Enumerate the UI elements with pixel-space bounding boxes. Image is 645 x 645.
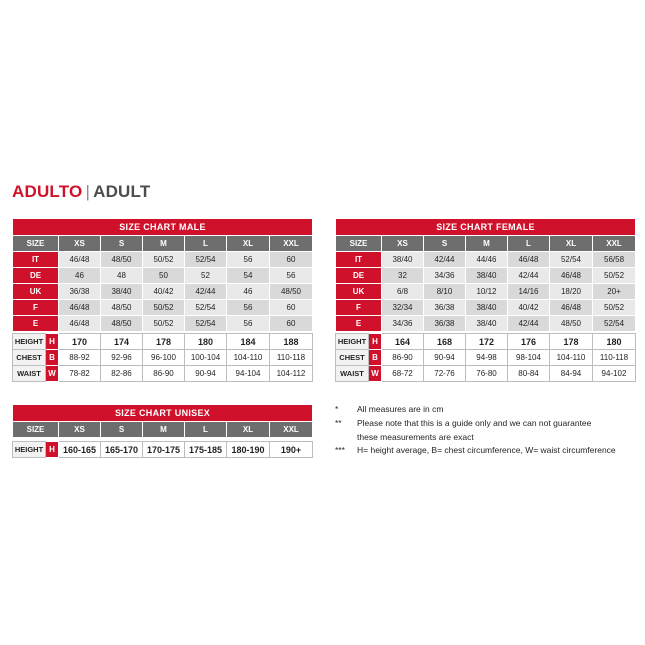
unisex-measure-cell: 160-165: [59, 442, 101, 458]
male-measure-cell: 178: [143, 334, 185, 350]
unisex-measure-label-height: HEIGHT: [13, 442, 46, 458]
male-cell: 52/54: [185, 300, 227, 316]
male-measure-cell: 86-90: [143, 366, 185, 382]
table-row: [13, 350, 313, 366]
table-row: [336, 284, 636, 300]
male-measure-cell: 174: [101, 334, 143, 350]
male-cell: 56: [227, 316, 270, 332]
female-cell: 56/58: [593, 252, 636, 268]
female-measure-cell: 104-110: [550, 350, 593, 366]
female-cell: 36/38: [424, 300, 466, 316]
size-chart-female: [335, 218, 636, 335]
female-measure-cell: 84-94: [550, 366, 593, 382]
male-cell: 52: [185, 268, 227, 284]
male-cell: 48/50: [101, 252, 143, 268]
male-measure-cell: 104-110: [227, 350, 270, 366]
table-row: [336, 350, 636, 366]
male-measure-cell: 170: [59, 334, 101, 350]
note-text-3: H= height average, B= chest circumference, W= waist circumference: [357, 445, 616, 455]
male-cell: 50/52: [143, 316, 185, 332]
male-cell: 48/50: [101, 300, 143, 316]
male-cell: 40/42: [143, 284, 185, 300]
note-mark-1: *: [335, 404, 339, 414]
male-measure-cell: 88-92: [59, 350, 101, 366]
male-cell: 52/54: [185, 252, 227, 268]
male-cell: 46/48: [59, 316, 101, 332]
male-col-xxl: XXL: [270, 236, 313, 252]
female-row-label-uk: UK: [336, 284, 382, 300]
male-cell: 46: [227, 284, 270, 300]
unisex-col-xl: XL: [227, 422, 270, 438]
female-measure-cell: 98-104: [508, 350, 550, 366]
size-chart-male: [12, 218, 313, 335]
female-cell: 10/12: [466, 284, 508, 300]
note-line-1: [335, 403, 645, 416]
female-cell: 48/50: [550, 316, 593, 332]
female-col-m: M: [466, 236, 508, 252]
unisex-col-xxl: XXL: [270, 422, 313, 438]
female-measure-cell: 72-76: [424, 366, 466, 382]
page-title-separator: |: [85, 182, 91, 201]
male-measure-badge-h: H: [46, 334, 59, 350]
table-row: [13, 268, 313, 284]
male-measure-badge-w: W: [46, 366, 59, 382]
female-cell: 42/44: [508, 268, 550, 284]
female-cell: 18/20: [550, 284, 593, 300]
table-row: [336, 268, 636, 284]
female-col-size: SIZE: [336, 236, 382, 252]
unisex-col-m: M: [143, 422, 185, 438]
female-measure-cell: 178: [550, 334, 593, 350]
unisex-col-s: S: [101, 422, 143, 438]
male-cell: 60: [270, 316, 313, 332]
male-col-l: L: [185, 236, 227, 252]
female-measure-cell: 168: [424, 334, 466, 350]
size-chart-male-measures: [12, 333, 313, 382]
female-cell: 42/44: [424, 252, 466, 268]
female-cell: 34/36: [382, 316, 424, 332]
male-cell: 50/52: [143, 300, 185, 316]
female-row-label-it: IT: [336, 252, 382, 268]
unisex-col-xs: XS: [59, 422, 101, 438]
male-cell: 50/52: [143, 252, 185, 268]
male-col-size: SIZE: [13, 236, 59, 252]
male-cell: 48/50: [101, 316, 143, 332]
female-cell: 46/48: [550, 268, 593, 284]
female-cell: 40/42: [508, 300, 550, 316]
female-cell: 20+: [593, 284, 636, 300]
female-cell: 32: [382, 268, 424, 284]
unisex-col-l: L: [185, 422, 227, 438]
page-title-it: ADULTO: [12, 182, 83, 201]
unisex-col-size: SIZE: [13, 422, 59, 438]
female-cell: 44/46: [466, 252, 508, 268]
unisex-measure-cell: 165-170: [101, 442, 143, 458]
female-cell: 38/40: [382, 252, 424, 268]
size-chart-unisex: [12, 404, 313, 438]
female-cell: 6/8: [382, 284, 424, 300]
female-row-label-e: E: [336, 316, 382, 332]
note-mark-3: ***: [335, 445, 345, 455]
female-chart-header-row: [336, 236, 636, 252]
female-col-xxl: XXL: [593, 236, 636, 252]
unisex-measure-cell: 190+: [270, 442, 313, 458]
unisex-measure-cell: 175-185: [185, 442, 227, 458]
male-cell: 60: [270, 252, 313, 268]
female-col-xl: XL: [550, 236, 593, 252]
male-cell: 36/38: [59, 284, 101, 300]
female-cell: 36/38: [424, 316, 466, 332]
female-cell: 50/52: [593, 300, 636, 316]
unisex-measure-cell: 170-175: [143, 442, 185, 458]
male-measure-badge-b: B: [46, 350, 59, 366]
female-measure-label-chest: CHEST: [336, 350, 369, 366]
male-row-label-uk: UK: [13, 284, 59, 300]
table-row: [13, 334, 313, 350]
male-measure-cell: 94-104: [227, 366, 270, 382]
table-row: [13, 284, 313, 300]
female-cell: 52/54: [550, 252, 593, 268]
male-measure-label-waist: WAIST: [13, 366, 46, 382]
male-measure-cell: 96-100: [143, 350, 185, 366]
female-measure-label-waist: WAIST: [336, 366, 369, 382]
table-row: [336, 366, 636, 382]
female-cell: 38/40: [466, 316, 508, 332]
male-row-label-e: E: [13, 316, 59, 332]
female-cell: 46/48: [508, 252, 550, 268]
male-cell: 48/50: [270, 284, 313, 300]
note-line-3: [335, 444, 645, 457]
male-measure-cell: 92-96: [101, 350, 143, 366]
female-measure-badge-w: W: [369, 366, 382, 382]
female-measure-cell: 94-98: [466, 350, 508, 366]
note-text-2-cont: these measurements are exact: [357, 432, 474, 442]
female-cell: 38/40: [466, 300, 508, 316]
female-measure-cell: 80-84: [508, 366, 550, 382]
female-cell: 46/48: [550, 300, 593, 316]
male-chart-header-row: [13, 236, 313, 252]
note-mark-2: **: [335, 418, 342, 428]
female-measure-badge-b: B: [369, 350, 382, 366]
unisex-measure-badge-h: H: [46, 442, 59, 458]
female-measure-cell: 86-90: [382, 350, 424, 366]
female-col-s: S: [424, 236, 466, 252]
female-measure-cell: 180: [593, 334, 636, 350]
table-row: [13, 316, 313, 332]
male-col-xl: XL: [227, 236, 270, 252]
male-cell: 42/44: [185, 284, 227, 300]
male-cell: 60: [270, 300, 313, 316]
notes-block: [335, 403, 645, 458]
female-col-l: L: [508, 236, 550, 252]
page-title-en: ADULT: [93, 182, 151, 201]
male-chart-banner: SIZE CHART MALE: [13, 219, 313, 236]
male-measure-label-chest: CHEST: [13, 350, 46, 366]
male-cell: 50: [143, 268, 185, 284]
male-measure-cell: 184: [227, 334, 270, 350]
male-cell: 52/54: [185, 316, 227, 332]
female-measure-cell: 176: [508, 334, 550, 350]
female-measure-cell: 68-72: [382, 366, 424, 382]
female-col-xs: XS: [382, 236, 424, 252]
female-measure-cell: 90-94: [424, 350, 466, 366]
male-cell: 54: [227, 268, 270, 284]
male-col-xs: XS: [59, 236, 101, 252]
male-cell: 56: [227, 252, 270, 268]
female-cell: 50/52: [593, 268, 636, 284]
male-cell: 46: [59, 268, 101, 284]
male-row-label-de: DE: [13, 268, 59, 284]
female-measure-cell: 76-80: [466, 366, 508, 382]
female-row-label-f: F: [336, 300, 382, 316]
page-title: [12, 182, 150, 202]
table-row: [13, 300, 313, 316]
female-row-label-de: DE: [336, 268, 382, 284]
male-measure-cell: 90-94: [185, 366, 227, 382]
table-row: [336, 334, 636, 350]
female-measure-cell: 172: [466, 334, 508, 350]
male-measure-cell: 104-112: [270, 366, 313, 382]
unisex-chart-header-row: [13, 422, 313, 438]
note-text-2: Please note that this is a guide only and we can not guarantee: [357, 418, 592, 428]
female-cell: 42/44: [508, 316, 550, 332]
female-cell: 32/34: [382, 300, 424, 316]
female-measure-label-height: HEIGHT: [336, 334, 369, 350]
note-text-1: All measures are in cm: [357, 404, 444, 414]
table-row: [13, 366, 313, 382]
table-row: [13, 442, 313, 458]
male-col-m: M: [143, 236, 185, 252]
female-measure-cell: 164: [382, 334, 424, 350]
male-row-label-f: F: [13, 300, 59, 316]
female-cell: 52/54: [593, 316, 636, 332]
male-cell: 46/48: [59, 252, 101, 268]
female-measure-cell: 94-102: [593, 366, 636, 382]
female-cell: 14/16: [508, 284, 550, 300]
female-measure-badge-h: H: [369, 334, 382, 350]
male-measure-cell: 100-104: [185, 350, 227, 366]
male-measure-cell: 78-82: [59, 366, 101, 382]
male-col-s: S: [101, 236, 143, 252]
female-measure-cell: 110-118: [593, 350, 636, 366]
table-row: [336, 300, 636, 316]
unisex-chart-banner: SIZE CHART UNISEX: [13, 405, 313, 422]
male-measure-label-height: HEIGHT: [13, 334, 46, 350]
female-chart-banner: SIZE CHART FEMALE: [336, 219, 636, 236]
female-cell: 34/36: [424, 268, 466, 284]
note-line-2: [335, 417, 645, 430]
male-measure-cell: 82-86: [101, 366, 143, 382]
male-cell: 46/48: [59, 300, 101, 316]
male-measure-cell: 180: [185, 334, 227, 350]
male-cell: 56: [270, 268, 313, 284]
size-chart-unisex-measures: [12, 441, 313, 458]
size-chart-female-measures: [335, 333, 636, 382]
table-row: [336, 252, 636, 268]
table-row: [336, 316, 636, 332]
male-cell: 48: [101, 268, 143, 284]
table-row: [13, 252, 313, 268]
male-cell: 56: [227, 300, 270, 316]
male-measure-cell: 110-118: [270, 350, 313, 366]
female-cell: 38/40: [466, 268, 508, 284]
male-row-label-it: IT: [13, 252, 59, 268]
female-cell: 8/10: [424, 284, 466, 300]
male-measure-cell: 188: [270, 334, 313, 350]
unisex-measure-cell: 180-190: [227, 442, 270, 458]
male-cell: 38/40: [101, 284, 143, 300]
